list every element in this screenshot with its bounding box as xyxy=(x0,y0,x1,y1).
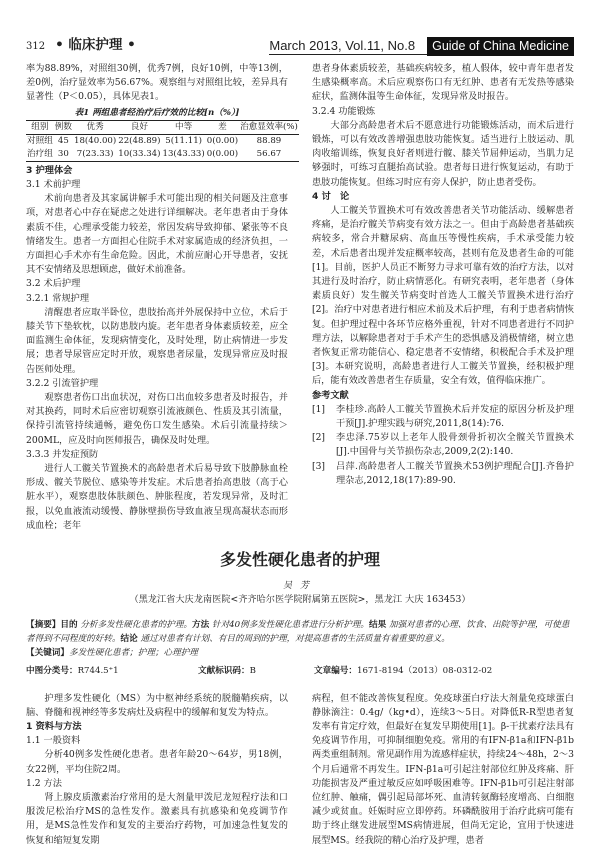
table-cell: 22(48.89) xyxy=(118,135,161,146)
abstract-section-text: 针对40例多发性硬化患者进行分析护理。 xyxy=(209,619,370,630)
doc-code-value: B xyxy=(249,665,256,676)
reference-number: [2] xyxy=(312,432,326,444)
subheading: 3.1 术前护理 xyxy=(26,179,81,191)
abstract-section-text: 分析多发性硬化患者的护理。 xyxy=(77,619,193,630)
table-cell: 88.89 xyxy=(256,135,282,146)
column-header: 优秀 xyxy=(86,121,104,132)
table-cell: 7(23.33) xyxy=(76,148,114,159)
paragraph: 进行人工髋关节置换术的高龄患者术后易导致下肢静脉血栓形成、髋关节脱位、感染等并发症。术后患者抬高患肢（高于心脏水平），观察患肢体肤颜色、肿胀程度，若发现异常，及时汇报，以免血液流动缓慢、静脉壁损伤导致血液呈现高凝状态而形成血栓；老年 xyxy=(26,463,288,531)
reference-text: 吕萍.高龄患者人工髋关节置换术53例护理配合[J].齐鲁护理杂志,2012,18(17):89-90. xyxy=(336,460,574,486)
right-column xyxy=(312,62,574,533)
subheading: 3.3.3 并发症预防 xyxy=(26,448,99,460)
abstract-parts xyxy=(26,620,569,644)
paragraph: 病程，但不能改善恢复程度。免疫球蛋白疗法大剂量免疫球蛋白静脉滴注：0.4g/（kg•d），连续3～5日。对降低R-R型患者复发率有肯定疗效，但最好在复发早期使用[1]。β-干扰素疗法具有免疫调节作用，可抑制细胞免疫。常用的有IFN-β1a和IFN-β1b两类重组制剂。常见副作用为流感样症状，持续24～48h，2～3个月后通常不再发生。IFN-β1a可引起注射部位红肿及疼痛、肝功能损害及严重过敏反应如呼吸困难等。IFN-β1b可引起注射部位红肿、触痛，偶引起局部坏死、血清转氨酶轻度增高、白细胞减少或贫血。妊娠时应立即停药。环磷酰胺用于治疗此病可能有助于终止继发进展型MS病情进展，但尚无定论，宜用于快速进展型MS。经我院的精心治疗及护理，患者 xyxy=(312,692,574,846)
reference-number: [3] xyxy=(312,460,326,472)
clc-number xyxy=(26,664,198,678)
results-table xyxy=(26,120,299,162)
paragraph: 分析40例多发性硬化患者。患者年龄20～64岁，男18例，女22例，平均住院2周。 xyxy=(26,749,288,775)
previous-article-columns xyxy=(26,62,574,533)
author: 吴芳 xyxy=(282,581,317,592)
table-cell: 对照组 xyxy=(27,135,53,146)
article-number-label: 文章编号： xyxy=(314,665,357,676)
column-header: 组别 xyxy=(31,121,49,132)
reference-item xyxy=(312,460,574,488)
subheading: 3.2.4 功能锻炼 xyxy=(312,105,376,117)
table-row xyxy=(26,134,299,148)
abstract-section-text: 通过对患者有计划、有目的周到的护理，对提高患者的生活质量有着重要的意义。 xyxy=(137,633,450,644)
table-cell: 30 xyxy=(57,148,69,159)
table-cell: 5(11.11) xyxy=(165,135,203,146)
paragraph: 术前向患者及其家属讲解手术可能出现的相关问题及注意事项，对患者心中存在疑虑之处进行详细解决。老年患者由于身体素质不佳，心理承受能力较差，常因发病导致抑郁、紧张等不良情绪发生。患者一方面担心住院手术对家属造成的经济负担，一方面担心手术亦有生命危险。因此，术前应耐心开导患者，安抚其不安情绪及思想顾虑，做好术前准备。 xyxy=(26,193,288,276)
running-header xyxy=(26,36,574,56)
keywords xyxy=(26,646,574,660)
left-column xyxy=(26,62,298,533)
page-number: 312 xyxy=(26,40,46,52)
table-caption: 表1 两组患者经治疗后疗效的比较[n（%）] xyxy=(74,107,240,118)
subheading: 3.2.2 引流管护理 xyxy=(26,377,99,389)
reference-text: 李忠泽.75岁以上老年人股骨颈骨折初次全髋关节置换术[J].中国骨与关节损伤杂志,2009,2(2):140. xyxy=(336,432,574,458)
results-table-block xyxy=(26,106,298,162)
journal-name: Guide of China Medicine xyxy=(427,37,574,56)
paragraph: 大部分高龄患者术后不愿意进行功能锻炼活动，而术后进行锻炼，可以有效改善增强患肢功能恢复。适当进行上肢运动、肌肉收缩训练，恢复良好者则进行髋、膝关节屈伸运动，当肌力足够强时，可练习直腿抬高试验。患者每日进行恢复运动，有助于患肢功能恢复。但练习时应有旁人保护，防止患者受伤。 xyxy=(312,119,574,188)
paragraph: 清醒患者应取半卧位，患肢抬高并外展保持中立位，术后于膝关节下垫软枕，以防患肢内旋。老年患者身体素质较差，应全面监测生命体征，发现病情变化，及时处理，防止病情进一步发展；患者导尿管应定时开放，观察患者尿量，发现异常应及时报告医师处理。 xyxy=(26,306,288,375)
table-cell: 10(33.34) xyxy=(118,148,161,159)
keywords-label: 【关键词】 xyxy=(26,647,69,658)
column-header: 差 xyxy=(218,121,227,132)
article-title: 多发性硬化患者的护理 xyxy=(219,550,380,570)
section-heading: 4 讨 论 xyxy=(312,190,350,202)
table-cell: 0(0.00) xyxy=(206,135,239,146)
paragraph: 率为88.89%，对照组30例，优秀7例，良好10例，中等13例，差0例，治疗显效率为56.67%。观察组与对照组比较，差异具有显著性（P＜0.05），具体见表1。 xyxy=(26,63,288,103)
subheading: 3.2.1 常规护理 xyxy=(26,292,90,304)
abstract-section-label: 目的 xyxy=(60,619,78,630)
clc-label: 中图分类号： xyxy=(26,665,78,676)
column-header: 治愈显效率(%) xyxy=(240,121,298,132)
article-number-value: 1671-8194（2013）08-0312-02 xyxy=(356,665,493,676)
column-header: 中等 xyxy=(175,121,193,132)
section-heading: 参考文献 xyxy=(312,389,349,401)
subheading: 1.1 一般资料 xyxy=(26,735,81,747)
table-cell: 13(43.33) xyxy=(162,148,205,159)
section-heading: 3 护理体会 xyxy=(26,164,73,176)
abstract-section-text: 加强对患者的心理、饮食、出院等护理，可使患者得到不同程度的好转。 xyxy=(26,619,570,644)
abstract-section-label: 结论 xyxy=(120,633,138,644)
abstract-section-label: 方法 xyxy=(192,619,210,630)
table-header-row xyxy=(26,120,299,134)
table-cell: 治疗组 xyxy=(27,148,53,159)
abstract xyxy=(26,618,574,660)
abstract-label: 【摘要】 xyxy=(26,619,61,630)
abstract-section-label: 结果 xyxy=(369,619,387,630)
table-cell: 45 xyxy=(57,135,69,146)
reference-text: 李桂珍.高龄人工髋关节置换术后并发症的原因分析及护理干预[J].护理实践与研究,2011,8(14):76. xyxy=(336,403,574,430)
table-row xyxy=(26,148,299,162)
reference-item xyxy=(312,403,574,431)
running-header-right xyxy=(269,37,574,56)
article-number xyxy=(314,664,492,678)
doc-code xyxy=(198,664,314,678)
classification-line xyxy=(26,664,574,678)
subheading: 3.2 术后护理 xyxy=(26,278,81,290)
issue-info: March 2013, Vol.11, No.8 xyxy=(269,37,427,55)
paragraph: 患者身体素质较差，基础疾病较多，植人假体，较中青年患者发生感染概率高。术后应观察伤口有无红肿、患者有无发热等感染症状，监测体温等生命体征，发现异常及时报告。 xyxy=(312,63,574,103)
section-heading: 1 资料与方法 xyxy=(26,720,82,732)
paragraph: 肾上腺皮质激素治疗常用的是大剂量甲泼尼龙短程疗法和口服泼尼松治疗MS的急性发作。激素具有抗感染和免疫调节作用，是MS急性发作和复发的主要治疗药物，可加速急性复发的恢复和缩短复发期 xyxy=(26,791,288,846)
paragraph: 护理多发性硬化（MS）为中枢神经系统的脱髓鞘疾病，以脑、脊髓和视神经等多发病灶及病程中的缓解和复发为特点。 xyxy=(26,692,288,718)
section-title: • 临床护理 • xyxy=(55,36,136,53)
keywords-text: 多发性硬化患者；护理；心理护理 xyxy=(68,647,198,658)
table-cell: 56.67 xyxy=(256,148,282,159)
clc-value: R744.5⁺1 xyxy=(77,665,119,676)
abstract-text xyxy=(26,618,574,646)
running-header-left xyxy=(26,38,136,54)
reference-number: [1] xyxy=(312,403,326,415)
affiliation: （黑龙江省大庆龙南医院<齐齐哈尔医学院附属第五医院>，黑龙江 大庆 163453） xyxy=(129,594,471,606)
body-right-column xyxy=(312,692,574,848)
body-left-column xyxy=(26,692,288,848)
article-body-columns xyxy=(26,692,574,848)
table-cell: 18(40.00) xyxy=(74,135,117,146)
column-header: 例数 xyxy=(54,121,72,132)
doc-code-label: 文献标识码： xyxy=(198,665,250,676)
reference-item xyxy=(312,431,574,459)
subheading: 1.2 方法 xyxy=(26,777,62,789)
paragraph: 观察患者伤口出血状况，对伤口出血较多患者及时报告，并对其换药，同时术后应密切观察引流液颜色、性质及其引流量，保持引流管持续通畅，避免伤口发生感染。术后引流量持续＞200ML，应及时向医师报告，确保及时处理。 xyxy=(26,392,288,446)
paragraph: 人工髋关节置换术可有效改善患者关节功能活动、缓解患者疼痛，是治疗髋关节病变有效方法之一。但由于高龄患者基础疾病较多，常合并糖尿病、高血压等慢性疾病，手术承受能力较差，术后患者出现并发症概率较高，甚则有危及患者生命的可能[1]。目前，医护人员正不断努力寻求可靠有效的治疗方法，以对其进行及时治疗，防止病情恶化。有研究表明，老年患者（身体素质良好）发生髋关节病变时首选人工髋关节置换术进行治疗[2]。治疗中对患者进行相应术前及术后护理，有利于患者病情恢复。但护理过程中各环节应格外重视，针对不同患者进行不同护理方法，以解除患者对于手术产生的恐惧感及消极情绪，树立患者恢复正常功能信心、稳定患者不安情绪，积极配合手术及护理[3]。本研究说明，高龄患者进行人工髋关节置换，经积极护理后，能有效改善患者生存质量，安全有效，值得临床推广。 xyxy=(312,205,574,387)
table-cell: 0(0.00) xyxy=(206,148,239,159)
column-header: 良好 xyxy=(130,121,148,132)
